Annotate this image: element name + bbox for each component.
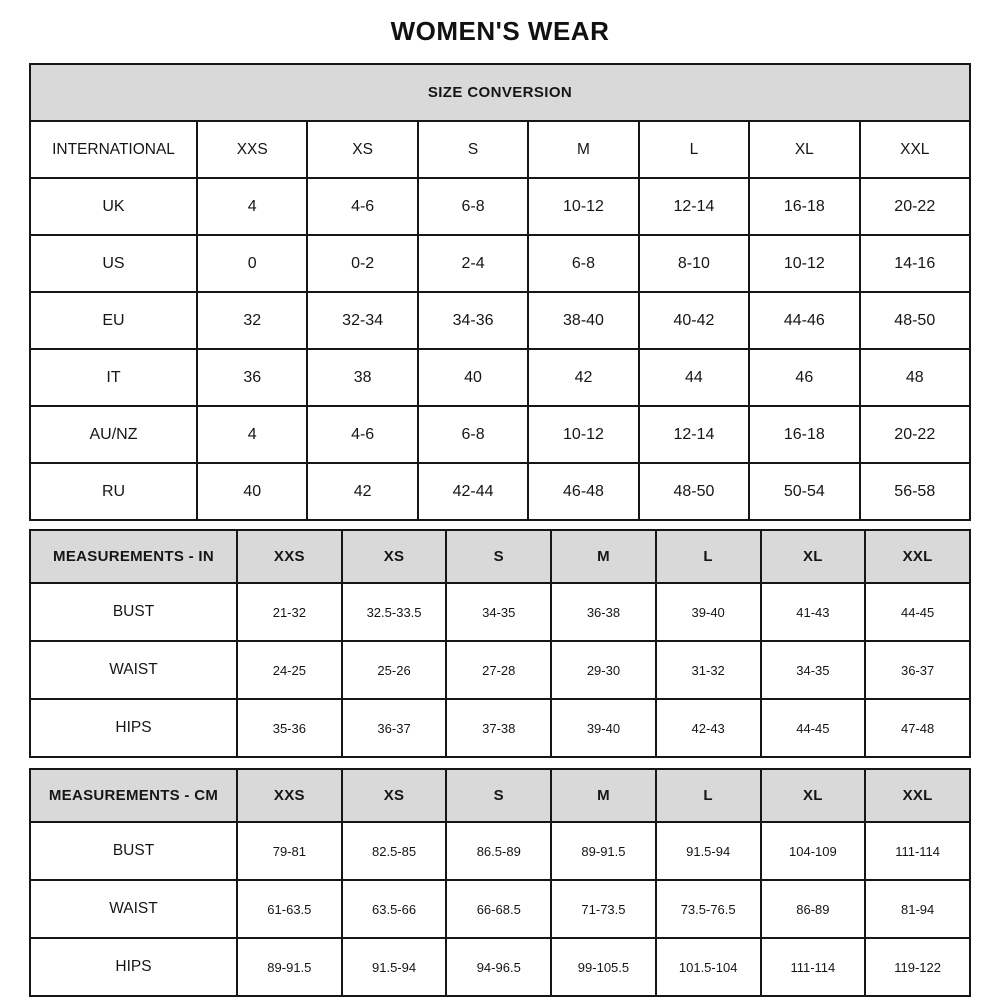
- value-cell: 34-36: [418, 292, 528, 349]
- value-cell: 40: [418, 349, 528, 406]
- measurements-in-header-row: [30, 530, 970, 583]
- value-cell: 0-2: [307, 235, 417, 292]
- value-cell: 2-4: [418, 235, 528, 292]
- value-cell: 99-105.5: [551, 938, 656, 996]
- value-cell: 35-36: [237, 699, 342, 757]
- value-cell: 82.5-85: [342, 822, 447, 880]
- value-cell: 32.5-33.5: [342, 583, 447, 641]
- size-header-m: M: [551, 769, 656, 822]
- value-cell: 16-18: [749, 406, 859, 463]
- value-cell: 36-37: [342, 699, 447, 757]
- column-header-xs: XS: [307, 121, 417, 178]
- size-conversion-band-row: [30, 64, 970, 121]
- row-label: HIPS: [30, 938, 237, 996]
- value-cell: 38: [307, 349, 417, 406]
- size-header-xxl: XXL: [865, 769, 970, 822]
- value-cell: 111-114: [761, 938, 866, 996]
- row-label: RU: [30, 463, 197, 520]
- value-cell: 47-48: [865, 699, 970, 757]
- value-cell: 91.5-94: [342, 938, 447, 996]
- table-row-hips-cm: [30, 938, 970, 996]
- value-cell: 16-18: [749, 178, 859, 235]
- value-cell: 42-44: [418, 463, 528, 520]
- row-label: EU: [30, 292, 197, 349]
- value-cell: 34-35: [446, 583, 551, 641]
- value-cell: 10-12: [528, 178, 638, 235]
- value-cell: 20-22: [860, 406, 970, 463]
- size-header-xl: XL: [761, 769, 866, 822]
- value-cell: 36-38: [551, 583, 656, 641]
- column-header-xxl: XXL: [860, 121, 970, 178]
- value-cell: 32: [197, 292, 307, 349]
- size-chart-page: [29, 0, 971, 997]
- row-label: IT: [30, 349, 197, 406]
- value-cell: 4-6: [307, 406, 417, 463]
- value-cell: 66-68.5: [446, 880, 551, 938]
- value-cell: 104-109: [761, 822, 866, 880]
- value-cell: 61-63.5: [237, 880, 342, 938]
- value-cell: 89-91.5: [237, 938, 342, 996]
- table-row-aunz: [30, 406, 970, 463]
- row-label: US: [30, 235, 197, 292]
- row-label: HIPS: [30, 699, 237, 757]
- value-cell: 81-94: [865, 880, 970, 938]
- value-cell: 14-16: [860, 235, 970, 292]
- value-cell: 20-22: [860, 178, 970, 235]
- value-cell: 6-8: [418, 178, 528, 235]
- measurements-cm-table: [29, 768, 971, 997]
- measurements-cm-header: MEASUREMENTS - CM: [30, 769, 237, 822]
- value-cell: 46-48: [528, 463, 638, 520]
- size-header-xxl: XXL: [865, 530, 970, 583]
- value-cell: 46: [749, 349, 859, 406]
- size-header-l: L: [656, 769, 761, 822]
- value-cell: 41-43: [761, 583, 866, 641]
- value-cell: 34-35: [761, 641, 866, 699]
- value-cell: 36-37: [865, 641, 970, 699]
- size-header-xl: XL: [761, 530, 866, 583]
- value-cell: 42: [307, 463, 417, 520]
- value-cell: 24-25: [237, 641, 342, 699]
- value-cell: 42: [528, 349, 638, 406]
- size-conversion-header: SIZE CONVERSION: [30, 64, 970, 121]
- value-cell: 48-50: [860, 292, 970, 349]
- value-cell: 4-6: [307, 178, 417, 235]
- row-label: WAIST: [30, 641, 237, 699]
- value-cell: 119-122: [865, 938, 970, 996]
- size-conversion-columns-row: [30, 121, 970, 178]
- value-cell: 8-10: [639, 235, 749, 292]
- size-header-l: L: [656, 530, 761, 583]
- size-header-xxs: XXS: [237, 530, 342, 583]
- value-cell: 4: [197, 406, 307, 463]
- table-row-bust-cm: [30, 822, 970, 880]
- value-cell: 42-43: [656, 699, 761, 757]
- value-cell: 48: [860, 349, 970, 406]
- measurements-in-table: [29, 529, 971, 758]
- value-cell: 44-46: [749, 292, 859, 349]
- column-header-xxs: XXS: [197, 121, 307, 178]
- size-header-xs: XS: [342, 530, 447, 583]
- value-cell: 40-42: [639, 292, 749, 349]
- table-row-waist-cm: [30, 880, 970, 938]
- size-conversion-table: [29, 63, 971, 521]
- size-header-xs: XS: [342, 769, 447, 822]
- row-label: UK: [30, 178, 197, 235]
- table-row-uk: [30, 178, 970, 235]
- table-row-us: [30, 235, 970, 292]
- table-row-hips-in: [30, 699, 970, 757]
- value-cell: 94-96.5: [446, 938, 551, 996]
- value-cell: 10-12: [749, 235, 859, 292]
- value-cell: 39-40: [551, 699, 656, 757]
- value-cell: 29-30: [551, 641, 656, 699]
- value-cell: 44-45: [761, 699, 866, 757]
- measurements-cm-header-row: [30, 769, 970, 822]
- value-cell: 6-8: [528, 235, 638, 292]
- value-cell: 31-32: [656, 641, 761, 699]
- size-header-s: S: [446, 530, 551, 583]
- value-cell: 44: [639, 349, 749, 406]
- value-cell: 48-50: [639, 463, 749, 520]
- row-label: BUST: [30, 822, 237, 880]
- value-cell: 86-89: [761, 880, 866, 938]
- value-cell: 27-28: [446, 641, 551, 699]
- size-header-m: M: [551, 530, 656, 583]
- column-header-international: INTERNATIONAL: [30, 121, 197, 178]
- value-cell: 0: [197, 235, 307, 292]
- column-header-m: M: [528, 121, 638, 178]
- row-label: WAIST: [30, 880, 237, 938]
- value-cell: 63.5-66: [342, 880, 447, 938]
- size-header-xxs: XXS: [237, 769, 342, 822]
- value-cell: 73.5-76.5: [656, 880, 761, 938]
- value-cell: 21-32: [237, 583, 342, 641]
- value-cell: 71-73.5: [551, 880, 656, 938]
- value-cell: 44-45: [865, 583, 970, 641]
- value-cell: 39-40: [656, 583, 761, 641]
- value-cell: 36: [197, 349, 307, 406]
- column-header-xl: XL: [749, 121, 859, 178]
- table-row-bust-in: [30, 583, 970, 641]
- column-header-l: L: [639, 121, 749, 178]
- value-cell: 38-40: [528, 292, 638, 349]
- size-header-s: S: [446, 769, 551, 822]
- value-cell: 12-14: [639, 406, 749, 463]
- value-cell: 37-38: [446, 699, 551, 757]
- table-row-it: [30, 349, 970, 406]
- row-label: BUST: [30, 583, 237, 641]
- column-header-s: S: [418, 121, 528, 178]
- measurements-in-header: MEASUREMENTS - IN: [30, 530, 237, 583]
- value-cell: 56-58: [860, 463, 970, 520]
- value-cell: 32-34: [307, 292, 417, 349]
- value-cell: 6-8: [418, 406, 528, 463]
- value-cell: 4: [197, 178, 307, 235]
- table-row-waist-in: [30, 641, 970, 699]
- value-cell: 89-91.5: [551, 822, 656, 880]
- value-cell: 12-14: [639, 178, 749, 235]
- value-cell: 25-26: [342, 641, 447, 699]
- row-label: AU/NZ: [30, 406, 197, 463]
- page-title: WOMEN'S WEAR: [390, 16, 610, 46]
- value-cell: 79-81: [237, 822, 342, 880]
- table-row-eu: [30, 292, 970, 349]
- value-cell: 111-114: [865, 822, 970, 880]
- value-cell: 86.5-89: [446, 822, 551, 880]
- value-cell: 91.5-94: [656, 822, 761, 880]
- table-row-ru: [30, 463, 970, 520]
- value-cell: 50-54: [749, 463, 859, 520]
- value-cell: 40: [197, 463, 307, 520]
- value-cell: 10-12: [528, 406, 638, 463]
- value-cell: 101.5-104: [656, 938, 761, 996]
